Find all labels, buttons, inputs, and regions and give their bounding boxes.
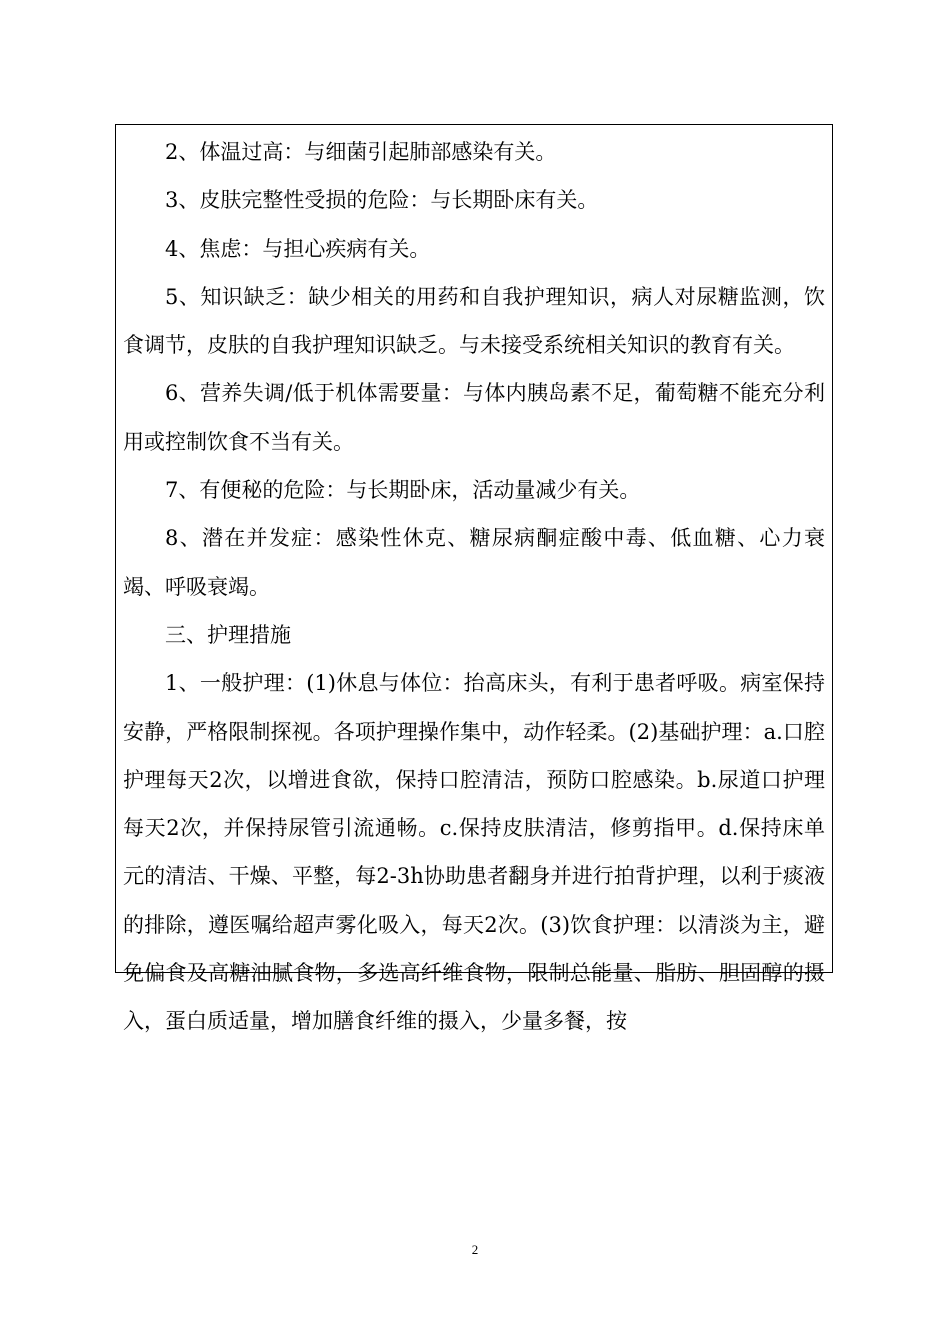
paragraph-constipation: 7、有便秘的危险：与长期卧床，活动量减少有关。 xyxy=(165,478,641,503)
section-heading-nursing-measures: 三、护理措施 xyxy=(165,622,291,647)
page-number: 2 xyxy=(471,1242,479,1257)
paragraph-fever: 2、体温过高：与细菌引起肺部感染有关。 xyxy=(165,140,557,164)
paragraph-skin-integrity: 3、皮肤完整性受损的危险：与长期卧床有关。 xyxy=(165,188,599,213)
paragraph-knowledge-deficit: 5、知识缺乏：缺少相关的用药和自我护理知识，病人对尿糖监测，饮食调节，皮肤的自我护理知识缺乏。与未接受系统相关知识的教育有关。 xyxy=(123,284,825,358)
document-body xyxy=(123,128,825,1046)
paragraph-general-care: 1、一般护理：(1)休息与体位：抬高床头，有利于患者呼吸。病室保持安静，严格限制探视。各项护理操作集中，动作轻柔。(2)基础护理：a.口腔护理每天2次，以增进食欲，保持口腔清洁，预防口腔感染。b.尿道口护理每天2次，并保持尿管引流通畅。c.保持皮肤清洁，修剪指甲。d.保持床单元的清洁、干燥、平整，每2-3h协助患者翻身并进行拍背护理，以利于痰液的排除，遵医嘱给超声雾化吸入，每天2次。(3)饮食护理：以清淡为主，避免偏食及高糖油腻食物，多选高纤维食物，限制总能量、脂肪、胆固醇的摄入，蛋白质适量，增加膳食纤维的摄入，少量多餐，按 xyxy=(123,671,825,1034)
paragraph-nutrition: 6、营养失调/低于机体需要量：与体内胰岛素不足，葡萄糖不能充分利用或控制饮食不当有关。 xyxy=(123,381,825,454)
paragraph-anxiety: 4、焦虑：与担心疾病有关。 xyxy=(165,236,431,261)
paragraph-complications: 8、潜在并发症：感染性休克、糖尿病酮症酸中毒、低血糖、心力衰竭、呼吸衰竭。 xyxy=(123,526,825,599)
